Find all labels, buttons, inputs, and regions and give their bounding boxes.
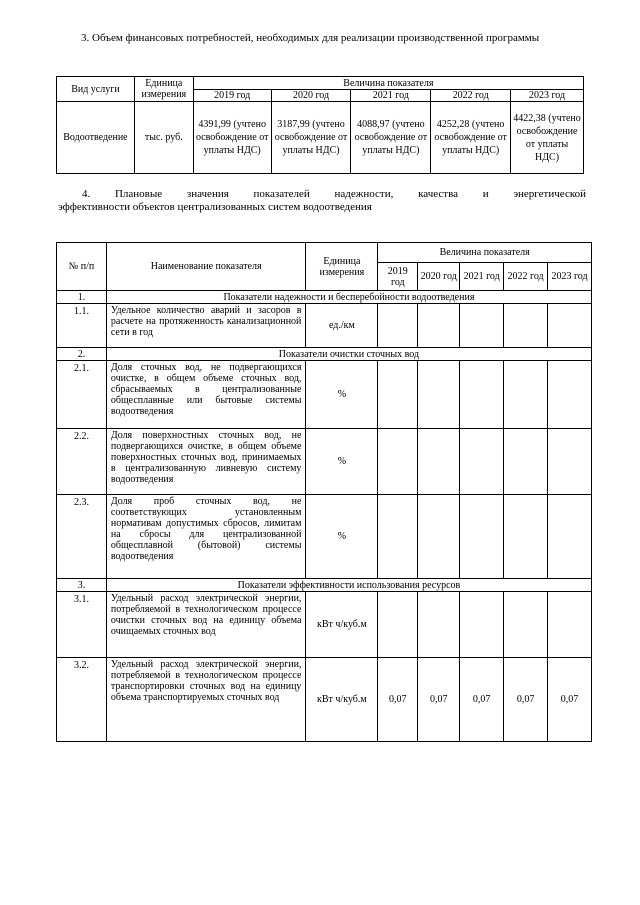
table-row [57, 304, 592, 348]
value-cell: 4422,38 (учтено освобождение от уплаты НДС) [511, 102, 584, 174]
section-title: Показатели надежности и бесперебойности водоотведения [106, 291, 591, 304]
row-num: 2.2. [57, 429, 107, 495]
row-unit: % [306, 361, 378, 429]
row-num: 1.1. [57, 304, 107, 348]
header-name: Наименование показателя [106, 243, 306, 291]
row-value [548, 429, 592, 495]
row-value [548, 592, 592, 658]
header-service: Вид услуги [57, 77, 135, 102]
section-4-number: 4. [82, 188, 91, 200]
row-value [504, 304, 548, 348]
header-year: 2022 год [431, 90, 511, 102]
row-value: 0,07 [548, 658, 592, 742]
section-num: 1. [57, 291, 107, 304]
section-row [57, 348, 592, 361]
section-title: Показатели очистки сточных вод [106, 348, 591, 361]
table-row [57, 361, 592, 429]
row-value: 0,07 [378, 658, 418, 742]
row-value [504, 361, 548, 429]
value-cell: 4088,97 (учтено освобождение от уплаты НДС) [351, 102, 431, 174]
row-unit: ед./км [306, 304, 378, 348]
section-4-line1: Плановые значения показателей надежности, качества и энергетической [114, 188, 586, 200]
row-value [418, 304, 460, 348]
row-num: 2.1. [57, 361, 107, 429]
row-value [378, 495, 418, 579]
row-value [418, 495, 460, 579]
row-name: Доля поверхностных сточных вод, не подвергающихся очистке, в общем объеме поверхностных сточных вод, принимаемых в централизованную ливневую систему водоотведения [106, 429, 306, 495]
header-num: № п/п [57, 243, 107, 291]
row-value [418, 361, 460, 429]
header-value: Величина показателя [378, 243, 592, 263]
row-value [460, 304, 504, 348]
row-value [378, 304, 418, 348]
unit-cell: тыс. руб. [134, 102, 193, 174]
section-num: 2. [57, 348, 107, 361]
row-value [504, 429, 548, 495]
section-3-title: Объем финансовых потребностей, необходимых для реализации производственной программы [92, 32, 540, 44]
section-num: 3. [57, 579, 107, 592]
row-num: 2.3. [57, 495, 107, 579]
header-year: 2019 год [193, 90, 271, 102]
section-row [57, 291, 592, 304]
row-name: Доля проб сточных вод, не соответствующих установленным нормативам допустимых сбросов, лимитам на сбросы для централизованной общесплавной (бытовой) системы водоотведения [106, 495, 306, 579]
row-num: 3.2. [57, 658, 107, 742]
section-row [57, 579, 592, 592]
header-value: Величина показателя [193, 77, 583, 90]
row-value [378, 592, 418, 658]
row-value [460, 429, 504, 495]
row-unit: % [306, 495, 378, 579]
indicators-table [56, 242, 592, 742]
row-num: 3.1. [57, 592, 107, 658]
header-year: 2023 год [548, 263, 592, 291]
section-3-heading [58, 32, 586, 45]
table-row [57, 592, 592, 658]
row-value: 0,07 [460, 658, 504, 742]
financial-needs-table [56, 76, 584, 174]
header-unit: Единица измерения [134, 77, 193, 102]
row-value [548, 495, 592, 579]
row-value [418, 429, 460, 495]
header-year: 2022 год [504, 263, 548, 291]
section-title: Показатели эффективности использования ресурсов [106, 579, 591, 592]
header-unit: Единица измерения [306, 243, 378, 291]
row-value: 0,07 [504, 658, 548, 742]
table-row [57, 658, 592, 742]
row-value: 0,07 [418, 658, 460, 742]
row-value [504, 592, 548, 658]
row-name: Удельное количество аварий и засоров в расчете на протяженность канализационной сети в год [106, 304, 306, 348]
header-year: 2023 год [511, 90, 584, 102]
header-year: 2021 год [460, 263, 504, 291]
row-value [460, 495, 504, 579]
row-value [378, 361, 418, 429]
section-4-line2: эффективности объектов централизованных систем водоотведения [58, 201, 372, 213]
row-unit: кВт ч/куб.м [306, 592, 378, 658]
row-value [548, 361, 592, 429]
header-year: 2020 год [271, 90, 351, 102]
row-value [460, 592, 504, 658]
service-cell: Водоотведение [57, 102, 135, 174]
row-value [548, 304, 592, 348]
table-row [57, 495, 592, 579]
header-year: 2019 год [378, 263, 418, 291]
value-cell: 4391,99 (учтено освобождение от уплаты НДС) [193, 102, 271, 174]
row-name: Доля сточных вод, не подвергающихся очистке, в общем объеме сточных вод, сбрасываемых в централизованные общесплавные или бытовые системы водоотведения [106, 361, 306, 429]
table-row [57, 429, 592, 495]
row-unit: % [306, 429, 378, 495]
row-unit: кВт ч/куб.м [306, 658, 378, 742]
row-value [504, 495, 548, 579]
row-value [418, 592, 460, 658]
row-value [460, 361, 504, 429]
section-4-heading [58, 188, 586, 214]
row-value [378, 429, 418, 495]
value-cell: 3187,99 (учтено освобождение от уплаты НДС) [271, 102, 351, 174]
header-year: 2021 год [351, 90, 431, 102]
value-cell: 4252,28 (учтено освобождение от уплаты НДС) [431, 102, 511, 174]
row-name: Удельный расход электрической энергии, потребляемой в технологическом процессе транспортировки сточных вод на единицу объема транспортируемых сточных вод [106, 658, 306, 742]
section-3-number: 3. [81, 32, 90, 44]
row-name: Удельный расход электрической энергии, потребляемой в технологическом процессе очистки сточных вод на единицу объема очищаемых сточных вод [106, 592, 306, 658]
header-year: 2020 год [418, 263, 460, 291]
